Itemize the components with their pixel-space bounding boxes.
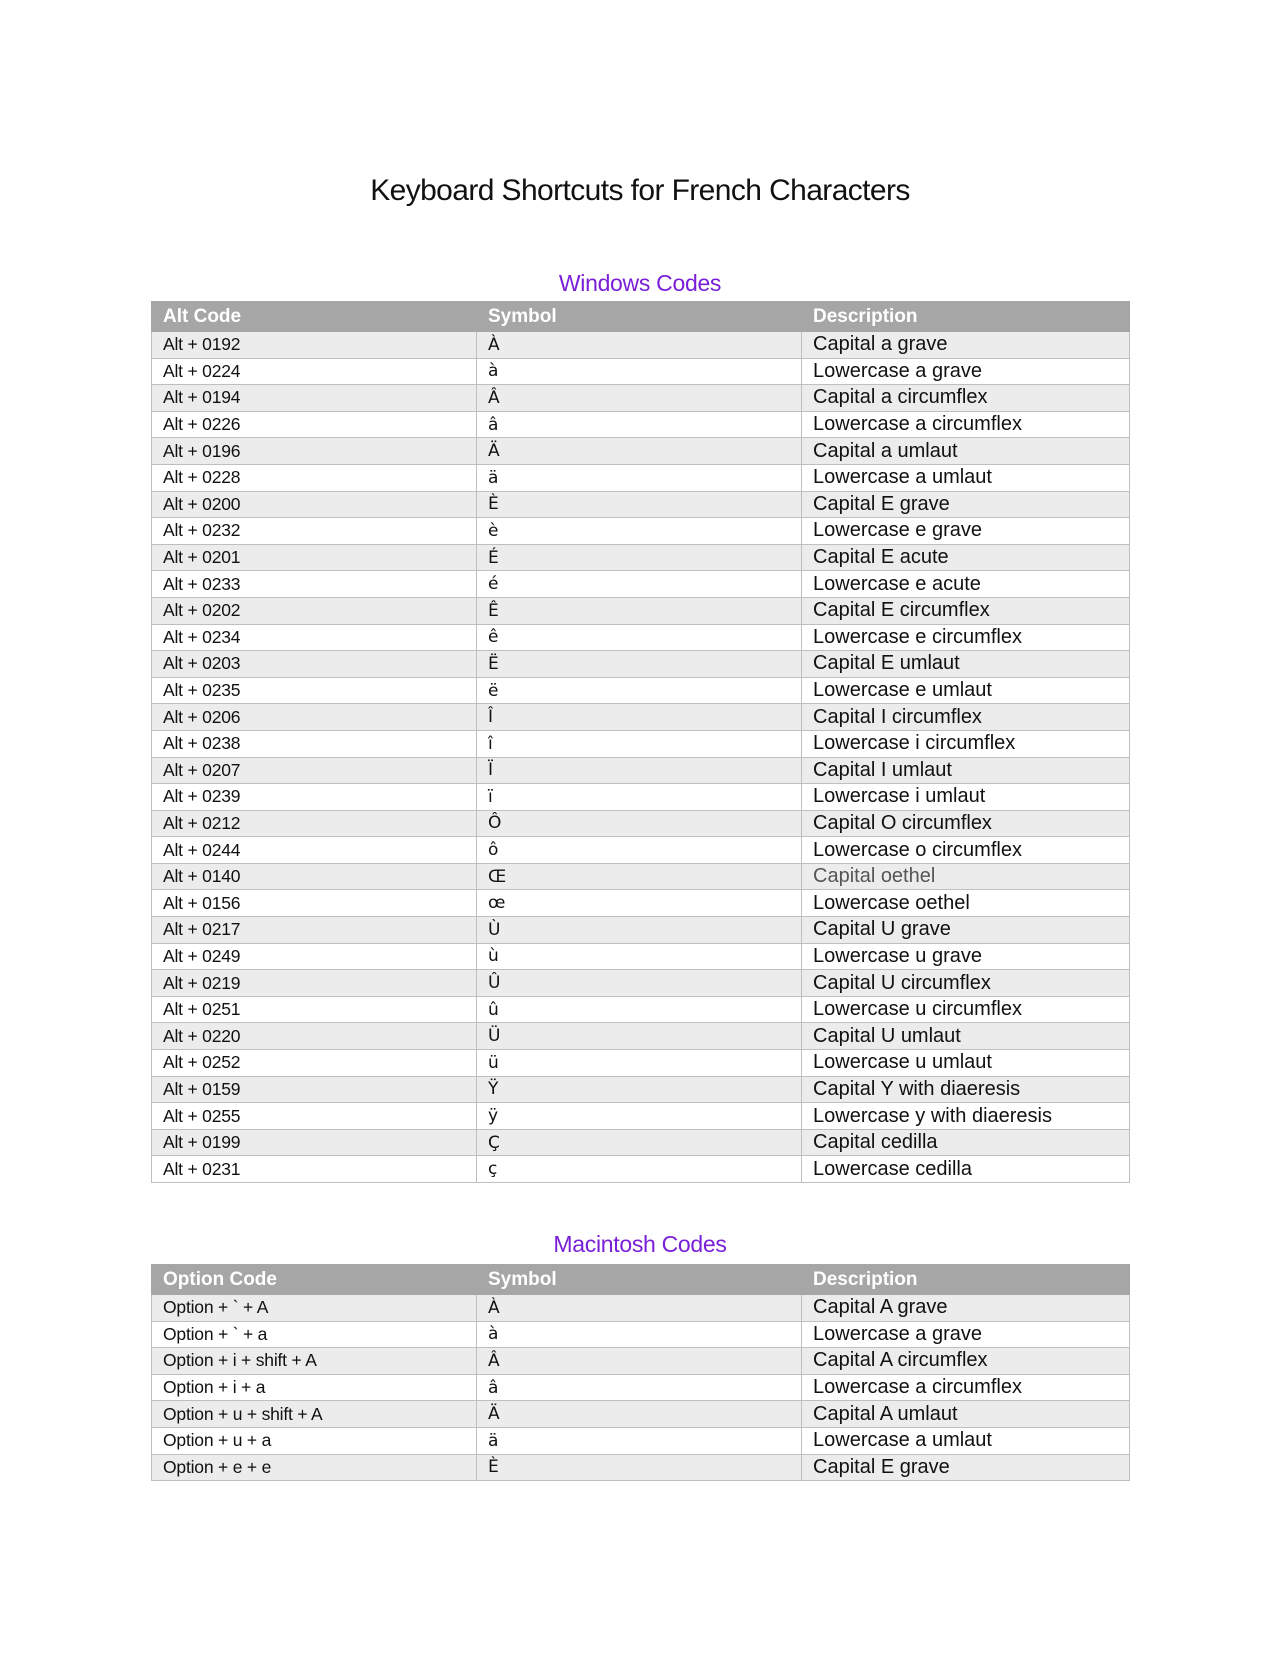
symbol-cell: Ä (477, 1401, 802, 1428)
table-row (152, 651, 1130, 678)
table-row (152, 358, 1130, 385)
description-cell: Capital I umlaut (802, 757, 1130, 784)
table-row (152, 1374, 1130, 1401)
table-row (152, 1103, 1130, 1130)
description-cell: Lowercase e umlaut (802, 677, 1130, 704)
description-cell: Lowercase i umlaut (802, 784, 1130, 811)
column-header-description: Description (802, 302, 1130, 332)
table-row (152, 1427, 1130, 1454)
code-cell: Alt + 0206 (152, 704, 477, 731)
code-cell: Alt + 0252 (152, 1050, 477, 1077)
code-cell: Alt + 0238 (152, 730, 477, 757)
table-row (152, 544, 1130, 571)
code-cell: Option + ` + A (152, 1295, 477, 1322)
code-cell: Alt + 0219 (152, 970, 477, 997)
column-header-description: Description (802, 1265, 1130, 1295)
symbol-cell: Â (477, 385, 802, 412)
symbol-cell: ô (477, 837, 802, 864)
description-cell: Lowercase u circumflex (802, 996, 1130, 1023)
symbol-cell: œ (477, 890, 802, 917)
symbol-cell: û (477, 996, 802, 1023)
symbol-cell: ê (477, 624, 802, 651)
description-cell: Capital U grave (802, 917, 1130, 944)
symbol-cell: Ê (477, 597, 802, 624)
table-row (152, 890, 1130, 917)
table-row (152, 624, 1130, 651)
description-cell: Capital E grave (802, 491, 1130, 518)
symbol-cell: À (477, 1295, 802, 1322)
symbol-cell: ä (477, 464, 802, 491)
macintosh-codes-table (151, 1264, 1130, 1481)
code-cell: Alt + 0244 (152, 837, 477, 864)
code-cell: Alt + 0156 (152, 890, 477, 917)
description-cell: Capital a umlaut (802, 438, 1130, 465)
code-cell: Alt + 0255 (152, 1103, 477, 1130)
macintosh-codes-heading: Macintosh Codes (553, 1231, 727, 1257)
code-cell: Alt + 0203 (152, 651, 477, 678)
code-cell: Alt + 0231 (152, 1156, 477, 1183)
table-row (152, 1348, 1130, 1375)
column-header-symbol: Symbol (477, 1265, 802, 1295)
table-header-row (152, 302, 1130, 332)
symbol-cell: Ï (477, 757, 802, 784)
description-cell: Lowercase e acute (802, 571, 1130, 598)
description-cell: Lowercase a umlaut (802, 1427, 1130, 1454)
symbol-cell: Ÿ (477, 1076, 802, 1103)
symbol-cell: ï (477, 784, 802, 811)
table-row (152, 438, 1130, 465)
symbol-cell: Î (477, 704, 802, 731)
symbol-cell: î (477, 730, 802, 757)
code-cell: Alt + 0202 (152, 597, 477, 624)
code-cell: Alt + 0194 (152, 385, 477, 412)
description-cell: Capital E circumflex (802, 597, 1130, 624)
code-cell: Alt + 0249 (152, 943, 477, 970)
code-cell: Alt + 0220 (152, 1023, 477, 1050)
symbol-cell: è (477, 518, 802, 545)
description-cell: Capital oethel (802, 863, 1130, 890)
symbol-cell: ë (477, 677, 802, 704)
description-cell: Capital A grave (802, 1295, 1130, 1322)
description-cell: Capital E umlaut (802, 651, 1130, 678)
code-cell: Alt + 0201 (152, 544, 477, 571)
table-row (152, 1321, 1130, 1348)
code-cell: Option + u + shift + A (152, 1401, 477, 1428)
table-row (152, 411, 1130, 438)
description-cell: Lowercase a umlaut (802, 464, 1130, 491)
table-row (152, 1295, 1130, 1322)
code-cell: Alt + 0224 (152, 358, 477, 385)
symbol-cell: È (477, 491, 802, 518)
description-cell: Lowercase u umlaut (802, 1050, 1130, 1077)
code-cell: Alt + 0200 (152, 491, 477, 518)
table-row (152, 1076, 1130, 1103)
description-cell: Lowercase oethel (802, 890, 1130, 917)
table-row (152, 970, 1130, 997)
table-row (152, 597, 1130, 624)
symbol-cell: â (477, 411, 802, 438)
description-cell: Lowercase cedilla (802, 1156, 1130, 1183)
windows-codes-heading: Windows Codes (558, 270, 722, 296)
description-cell: Capital A circumflex (802, 1348, 1130, 1375)
table-row (152, 730, 1130, 757)
symbol-cell: Ç (477, 1129, 802, 1156)
description-cell: Lowercase u grave (802, 943, 1130, 970)
table-row (152, 491, 1130, 518)
code-cell: Alt + 0232 (152, 518, 477, 545)
description-cell: Lowercase a grave (802, 358, 1130, 385)
code-cell: Alt + 0140 (152, 863, 477, 890)
symbol-cell: é (477, 571, 802, 598)
code-cell: Option + i + a (152, 1374, 477, 1401)
description-cell: Lowercase y with diaeresis (802, 1103, 1130, 1130)
windows-codes-table (151, 301, 1130, 1183)
table-row (152, 464, 1130, 491)
description-cell: Capital U umlaut (802, 1023, 1130, 1050)
symbol-cell: ç (477, 1156, 802, 1183)
table-row (152, 784, 1130, 811)
code-cell: Option + ` + a (152, 1321, 477, 1348)
symbol-cell: Ä (477, 438, 802, 465)
table-row (152, 757, 1130, 784)
symbol-cell: à (477, 358, 802, 385)
symbol-cell: ù (477, 943, 802, 970)
code-cell: Option + e + e (152, 1454, 477, 1481)
code-cell: Alt + 0234 (152, 624, 477, 651)
table-row (152, 1156, 1130, 1183)
table-row (152, 863, 1130, 890)
table-row (152, 1401, 1130, 1428)
description-cell: Capital Y with diaeresis (802, 1076, 1130, 1103)
symbol-cell: ü (477, 1050, 802, 1077)
description-cell: Capital a grave (802, 332, 1130, 359)
symbol-cell: Ô (477, 810, 802, 837)
table-row (152, 810, 1130, 837)
code-cell: Alt + 0212 (152, 810, 477, 837)
symbol-cell: É (477, 544, 802, 571)
page-title: Keyboard Shortcuts for French Characters (370, 174, 910, 207)
table-row (152, 704, 1130, 731)
code-cell: Alt + 0239 (152, 784, 477, 811)
symbol-cell: À (477, 332, 802, 359)
description-cell: Capital A umlaut (802, 1401, 1130, 1428)
code-cell: Option + u + a (152, 1427, 477, 1454)
description-cell: Lowercase a grave (802, 1321, 1130, 1348)
table-row (152, 1050, 1130, 1077)
code-cell: Alt + 0233 (152, 571, 477, 598)
code-cell: Alt + 0235 (152, 677, 477, 704)
table-row (152, 1129, 1130, 1156)
code-cell: Alt + 0196 (152, 438, 477, 465)
code-cell: Alt + 0192 (152, 332, 477, 359)
symbol-cell: Œ (477, 863, 802, 890)
description-cell: Lowercase a circumflex (802, 1374, 1130, 1401)
description-cell: Capital cedilla (802, 1129, 1130, 1156)
description-cell: Lowercase o circumflex (802, 837, 1130, 864)
description-cell: Lowercase a circumflex (802, 411, 1130, 438)
symbol-cell: Û (477, 970, 802, 997)
table-row (152, 996, 1130, 1023)
symbol-cell: ÿ (477, 1103, 802, 1130)
table-row (152, 571, 1130, 598)
description-cell: Capital U circumflex (802, 970, 1130, 997)
table-row (152, 518, 1130, 545)
column-header-option-code: Option Code (152, 1265, 477, 1295)
code-cell: Alt + 0199 (152, 1129, 477, 1156)
code-cell: Alt + 0251 (152, 996, 477, 1023)
column-header-alt-code: Alt Code (152, 302, 477, 332)
table-row (152, 1023, 1130, 1050)
symbol-cell: Ü (477, 1023, 802, 1050)
description-cell: Capital E acute (802, 544, 1130, 571)
description-cell: Capital E grave (802, 1454, 1130, 1481)
description-cell: Capital a circumflex (802, 385, 1130, 412)
code-cell: Alt + 0207 (152, 757, 477, 784)
symbol-cell: à (477, 1321, 802, 1348)
table-row (152, 917, 1130, 944)
description-cell: Capital I circumflex (802, 704, 1130, 731)
table-header-row (152, 1265, 1130, 1295)
symbol-cell: È (477, 1454, 802, 1481)
symbol-cell: â (477, 1374, 802, 1401)
description-cell: Lowercase e grave (802, 518, 1130, 545)
code-cell: Alt + 0228 (152, 464, 477, 491)
symbol-cell: Ù (477, 917, 802, 944)
table-row (152, 332, 1130, 359)
symbol-cell: Ë (477, 651, 802, 678)
code-cell: Alt + 0226 (152, 411, 477, 438)
code-cell: Option + i + shift + A (152, 1348, 477, 1375)
column-header-symbol: Symbol (477, 302, 802, 332)
table-row (152, 1454, 1130, 1481)
code-cell: Alt + 0159 (152, 1076, 477, 1103)
symbol-cell: ä (477, 1427, 802, 1454)
table-row (152, 677, 1130, 704)
description-cell: Lowercase i circumflex (802, 730, 1130, 757)
table-row (152, 943, 1130, 970)
table-row (152, 385, 1130, 412)
table-row (152, 837, 1130, 864)
description-cell: Capital O circumflex (802, 810, 1130, 837)
description-cell: Lowercase e circumflex (802, 624, 1130, 651)
code-cell: Alt + 0217 (152, 917, 477, 944)
symbol-cell: Â (477, 1348, 802, 1375)
